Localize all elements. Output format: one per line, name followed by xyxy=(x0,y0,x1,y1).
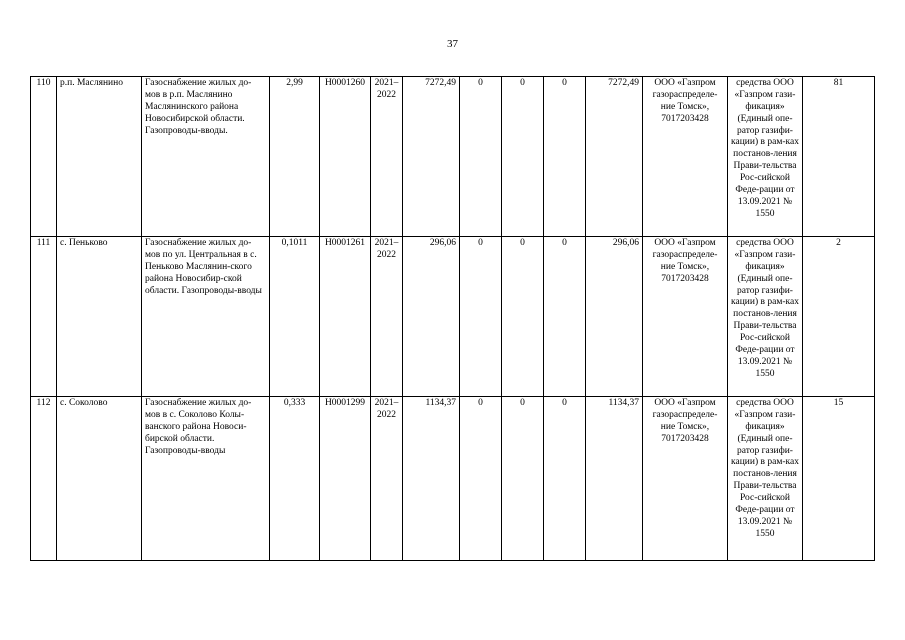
count-cell: 15 xyxy=(803,397,875,561)
length-cell: 0,333 xyxy=(270,397,320,561)
code-cell: Н0001261 xyxy=(320,237,371,397)
page-number: 37 xyxy=(447,38,458,50)
description-cell: Газоснабжение жилых до-мов по ул. Центральная в с. Пеньково Маслянин-ского района Новосибир-ской области. Газопроводы-вводы xyxy=(142,237,270,397)
table-row xyxy=(31,397,875,561)
value-cell-3: 0 xyxy=(544,237,586,397)
description-cell: Газоснабжение жилых до-мов в р.п. Маслянино Маслянинского района Новосибирской области. Газопроводы-вводы. xyxy=(142,77,270,237)
value-cell-4: 296,06 xyxy=(586,237,643,397)
length-cell: 0,1011 xyxy=(270,237,320,397)
total-cell: 296,06 xyxy=(403,237,460,397)
code-cell: Н0001260 xyxy=(320,77,371,237)
executor-cell: ООО «Газпром газораспределе-ние Томск», 7017203428 xyxy=(643,237,728,397)
value-cell-2: 0 xyxy=(502,77,544,237)
count-cell: 81 xyxy=(803,77,875,237)
source-cell: средства ООО «Газпром гази-фикация» (Единый опе-ратор газифи-кации) в рам-ках постанов-ления Прави-тельства Рос-сийской Феде-рации от 13.09.2021 № 1550 xyxy=(728,397,803,561)
period-cell: 2021–2022 xyxy=(371,397,403,561)
value-cell-3: 0 xyxy=(544,77,586,237)
value-cell-2: 0 xyxy=(502,397,544,561)
row-number: 111 xyxy=(31,237,57,397)
executor-cell: ООО «Газпром газораспределе-ние Томск», 7017203428 xyxy=(643,397,728,561)
settlement-cell: с. Пеньково xyxy=(57,237,142,397)
code-cell: Н0001299 xyxy=(320,397,371,561)
value-cell-2: 0 xyxy=(502,237,544,397)
table-row xyxy=(31,237,875,397)
table-row xyxy=(31,77,875,237)
row-number: 112 xyxy=(31,397,57,561)
total-cell: 7272,49 xyxy=(403,77,460,237)
description-cell: Газоснабжение жилых до-мов в с. Соколово Колы-ванского района Новоси-бирской области. Газопроводы-вводы xyxy=(142,397,270,561)
value-cell-1: 0 xyxy=(460,237,502,397)
row-number: 110 xyxy=(31,77,57,237)
settlement-cell: р.п. Маслянино xyxy=(57,77,142,237)
value-cell-1: 0 xyxy=(460,77,502,237)
length-cell: 2,99 xyxy=(270,77,320,237)
count-cell: 2 xyxy=(803,237,875,397)
source-cell: средства ООО «Газпром гази-фикация» (Единый опе-ратор газифи-кации) в рам-ках постанов-ления Прави-тельства Рос-сийской Феде-рации от 13.09.2021 № 1550 xyxy=(728,77,803,237)
value-cell-4: 1134,37 xyxy=(586,397,643,561)
executor-cell: ООО «Газпром газораспределе-ние Томск», 7017203428 xyxy=(643,77,728,237)
source-cell: средства ООО «Газпром гази-фикация» (Единый опе-ратор газифи-кации) в рам-ках постанов-ления Прави-тельства Рос-сийской Феде-рации от 13.09.2021 № 1550 xyxy=(728,237,803,397)
period-cell: 2021–2022 xyxy=(371,237,403,397)
registry-table xyxy=(30,76,875,561)
total-cell: 1134,37 xyxy=(403,397,460,561)
value-cell-3: 0 xyxy=(544,397,586,561)
settlement-cell: с. Соколово xyxy=(57,397,142,561)
period-cell: 2021–2022 xyxy=(371,77,403,237)
value-cell-4: 7272,49 xyxy=(586,77,643,237)
value-cell-1: 0 xyxy=(460,397,502,561)
